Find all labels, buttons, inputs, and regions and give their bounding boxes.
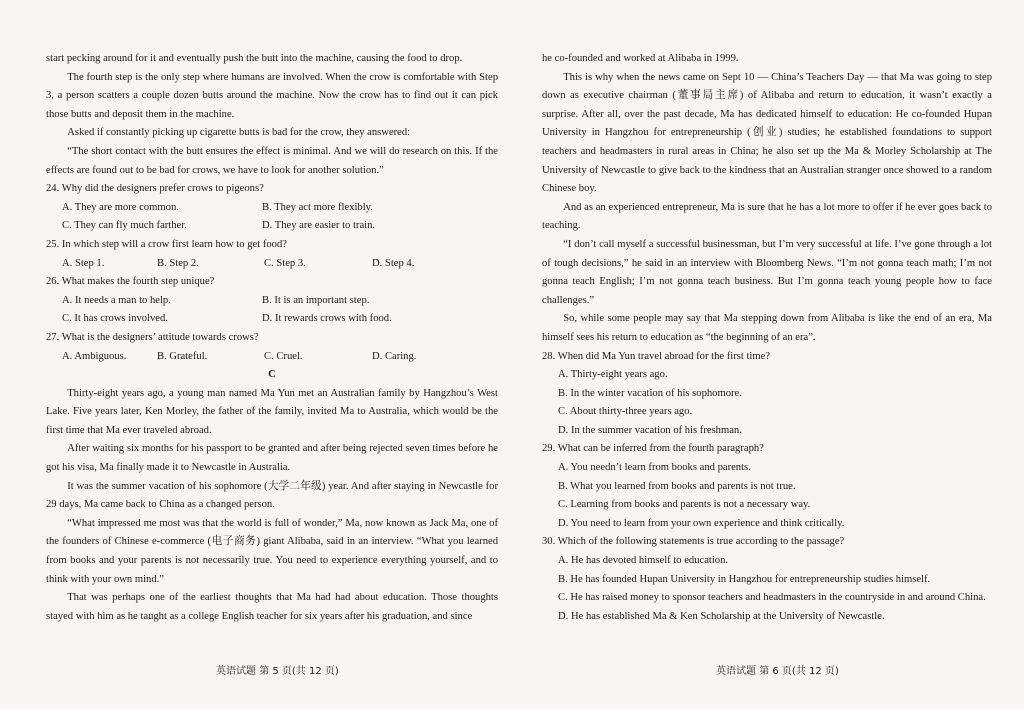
option-29c: C. Learning from books and parents is not a necessary way.: [558, 499, 811, 511]
passage-c-paragraph-1: Thirty-eight years ago, a young man named Ma Yun met an Australian family by Hangzhou’s West Lake. Five years later, Ken Morley, the father of the family, invited Ma to Australia, which would be the first time that Ma ever traveled abroad.: [46, 387, 498, 436]
page-footer-5: 英语试题 第 5 页(共 12 页): [216, 666, 339, 677]
question-27: 27. What is the designers’ attitude towards crows?: [46, 331, 259, 343]
option-24d: D. They are easier to train.: [262, 220, 376, 232]
question-26-options-row-2: [46, 310, 498, 329]
passage-b-paragraph-3: Asked if constantly picking up cigarette butts is bad for the crow, they answered:: [67, 127, 411, 139]
option-29b: B. What you learned from books and parents is not true.: [558, 480, 796, 492]
question-28: 28. When did Ma Yun travel abroad for the first time?: [542, 350, 770, 362]
option-29a: A. You needn’t learn from books and parents.: [558, 462, 751, 474]
option-24b: B. They act more flexibly.: [262, 201, 373, 213]
right-page-column: [542, 50, 992, 626]
option-25c: C. Step 3.: [264, 257, 306, 269]
option-30a: A. He has devoted himself to education.: [558, 555, 729, 567]
left-page-column: [46, 50, 498, 626]
option-30b: B. He has founded Hupan University in Hangzhou for entrepreneurship studies himself.: [558, 573, 931, 585]
question-25: 25. In which step will a crow first learn how to get food?: [46, 238, 287, 250]
passage-c-paragraph-3: It was the summer vacation of his sophomore (大学二年级) year. And after staying in Newcastle for 29 days, Ma came back to China as a changed person.: [46, 480, 498, 511]
passage-b-paragraph-4: “The short contact with the butt ensures the effect is minimal. And we will do research on this. If the effects are found out to be bad for crows, we have to look for another solution.”: [46, 145, 498, 176]
question-26-options-row-1: [46, 292, 498, 311]
option-28c: C. About thirty-three years ago.: [558, 406, 693, 418]
question-24-options-row-1: [46, 199, 498, 218]
option-27a: A. Ambiguous.: [62, 350, 127, 362]
passage-c-paragraph-2: After waiting six months for his passport to be granted and after being rejected seven times before he got his visa, Ma finally made it to Newcastle in Australia.: [46, 443, 498, 474]
question-24-options-row-2: [46, 217, 498, 236]
option-26c: C. It has crows involved.: [62, 313, 168, 325]
option-24c: C. They can fly much farther.: [62, 220, 187, 232]
option-26d: D. It rewards crows with food.: [262, 313, 392, 325]
question-24: 24. Why did the designers prefer crows to pigeons?: [46, 183, 264, 195]
passage-c-paragraph-7: And as an experienced entrepreneur, Ma is sure that he has a lot more to offer if he ever goes back to teaching.: [542, 201, 992, 232]
option-30c: C. He has raised money to sponsor teachers and headmasters in the countryside in and around China.: [558, 592, 986, 604]
option-28d: D. In the summer vacation of his freshman.: [558, 424, 742, 436]
option-27c: C. Cruel.: [264, 350, 303, 362]
passage-b-paragraph-1: start pecking around for it and eventually push the butt into the machine, causing the food to drop.: [46, 53, 463, 64]
option-27d: D. Caring.: [372, 350, 417, 362]
passage-c-paragraph-9: So, while some people may say that Ma stepping down from Alibaba is like the end of an era, Ma himself sees his return to education as “the beginning of an era”.: [542, 313, 992, 343]
option-26b: B. It is an important step.: [262, 294, 370, 306]
option-30d: D. He has established Ma & Ken Scholarship at the University of Newcastle.: [558, 610, 885, 622]
option-24a: A. They are more common.: [62, 201, 179, 213]
passage-c-paragraph-8: “I don’t call myself a successful businessman, but I’m very successful at life. I’ve gone through a lot of tough decisions,” he said in an interview with Bloomberg News. “I’m not gonna teach math; I’m not gonna teach English; I’m not gonna teach business. But I’m gonna teach young people how to face challenges.”: [542, 238, 992, 306]
question-26: 26. What makes the fourth step unique?: [46, 276, 215, 288]
option-28a: A. Thirty-eight years ago.: [558, 369, 668, 381]
section-heading-c: C: [268, 369, 276, 381]
page-footer-6: 英语试题 第 6 页(共 12 页): [716, 666, 839, 677]
option-25a: A. Step 1.: [62, 257, 105, 269]
option-27b: B. Grateful.: [157, 350, 208, 362]
question-25-options: [46, 255, 498, 274]
option-26a: A. It needs a man to help.: [62, 294, 171, 306]
question-29: 29. What can be inferred from the fourth paragraph?: [542, 443, 764, 455]
question-30: 30. Which of the following statements is true according to the passage?: [542, 536, 845, 548]
option-25b: B. Step 2.: [157, 257, 199, 269]
option-29d: D. You need to learn from your own experience and think critically.: [558, 517, 845, 529]
passage-c-paragraph-6: This is why when the news came on Sept 10 — China’s Teachers Day — that Ma was going to step down as executive chairman (董事局主席) of Alibaba and return to education, it wasn’t exactly a surprise. After all, over the past decade, Ma has dedicated himself to education: He co-founded Hupan University in Hangzhou for entrepreneurship (创业) studies; he established foundations to support teachers and headmasters in rural areas in China; he also set up the Ma & Morley Scholarship at The University of Newcastle to give back to the kindness that an Australian stranger once showed to a random Chinese boy.: [542, 71, 992, 195]
passage-c-paragraph-5-continued: he co-founded and worked at Alibaba in 1999.: [542, 53, 739, 64]
question-27-options: [46, 348, 498, 367]
passage-b-paragraph-2: The fourth step is the only step where humans are involved. When the crow is comfortable with Step 3, a person scatters a couple dozen butts around the machine. Now the crow has to find out it can pick those butts and deposit them in the machine.: [46, 71, 498, 120]
option-25d: D. Step 4.: [372, 257, 415, 269]
option-28b: B. In the winter vacation of his sophomore.: [558, 387, 742, 399]
passage-c-paragraph-5: That was perhaps one of the earliest thoughts that Ma had had about education. Those thoughts stayed with him as he taught as a college English teacher for six years after his graduation, and since: [46, 592, 498, 622]
passage-c-paragraph-4: “What impressed me most was that the world is full of wonder,” Ma, now known as Jack Ma, one of the founders of Chinese e-commerce (电子商务) giant Alibaba, said in an interview. “What you learned from books and your parents is not necessarily true. You need to experience everything yourself, and to think with your own mind.”: [46, 517, 498, 585]
